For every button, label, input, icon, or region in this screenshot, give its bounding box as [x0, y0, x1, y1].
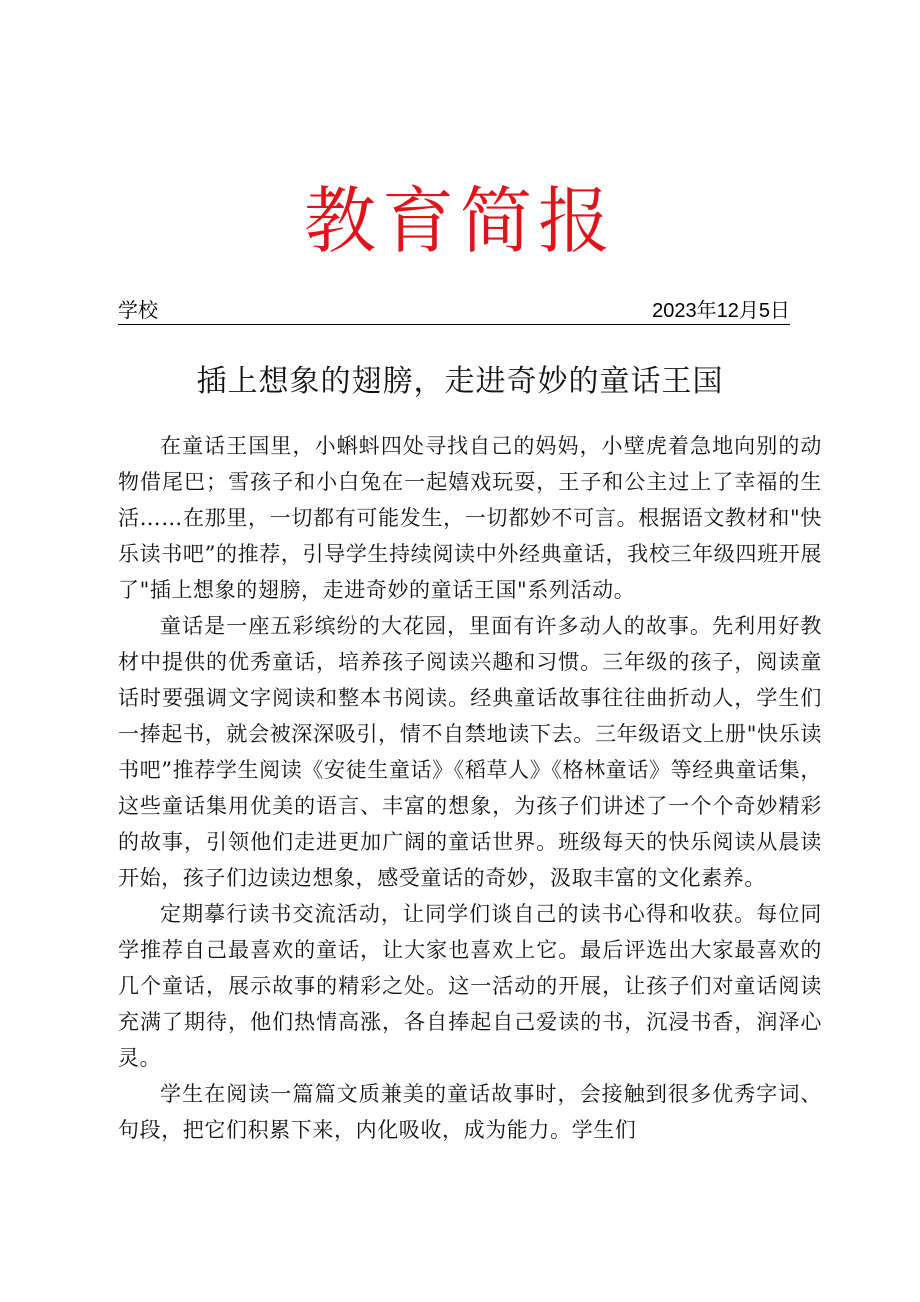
info-line	[118, 298, 790, 325]
article-paragraph: 童话是一座五彩缤纷的大花园，里面有许多动人的故事。先利用好教材中提供的优秀童话，培养孩子阅读兴趣和习惯。三年级的孩子，阅读童话时要强调文字阅读和整本书阅读。经典童话故事往往曲折动人，学生们一捧起书，就会被深深吸引，情不自禁地读下去。三年级语文上册"快乐读书吧”推荐学生阅读《安徒生童话》《稻草人》《格林童话》等经典童话集，这些童话集用优美的语言、丰富的想象，为孩子们讲述了一个个奇妙精彩的故事，引领他们走进更加广阔的童话世界。班级每天的快乐阅读从晨读开始，孩子们边读边想象，感受童话的奇妙，汲取丰富的文化素养。	[118, 614, 822, 890]
article-paragraph: 定期摹行读书交流活动，让同学们谈自己的读书心得和收获。每位同学推荐自己最喜欢的童话，让大家也喜欢上它。最后评选出大家最喜欢的几个童话，展示故事的精彩之处。这一活动的开展，让孩子们对童话阅读充满了期待，他们热情高涨，各自捧起自己爱读的书，沉浸书香，润泽心灵。	[118, 902, 822, 1070]
masthead-title: 教育简报	[303, 179, 616, 263]
article-paragraph: 在童话王国里，小蝌蚪四处寻找自己的妈妈，小壁虎着急地向别的动物借尾巴；雪孩子和小白兔在一起嬉戏玩耍，王子和公主过上了幸福的生活……在那里，一切都有可能发生，一切都妙不可言。根据语文教材和"快乐读书吧”的推荐，引导学生持续阅读中外经典童话，我校三年级四班开展了"插上想象的翅膀，走进奇妙的童话王国"系列活动。	[118, 434, 822, 602]
issue-date: 2023年12月5日	[652, 300, 790, 322]
school-label: 学校	[118, 300, 158, 322]
article-headline: 插上想象的翅膀，走进奇妙的童话王国	[196, 364, 724, 399]
article-body	[118, 428, 822, 1148]
article-paragraph: 学生在阅读一篇篇文质兼美的童话故事时，会接触到很多优秀字词、句段，把它们积累下来，内化吸收，成为能力。学生们	[118, 1082, 822, 1142]
